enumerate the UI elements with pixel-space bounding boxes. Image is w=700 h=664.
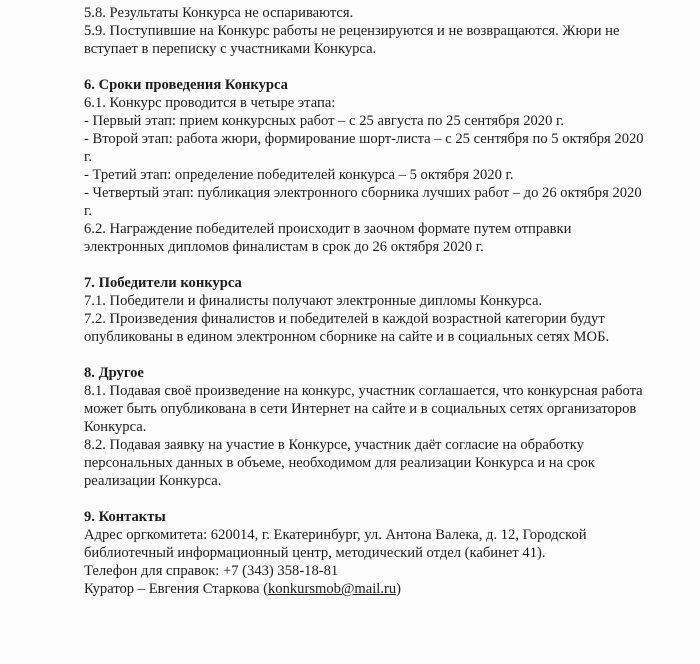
stage-2-item-cont: г. [84,149,92,165]
paragraph-6-2: 6.2. Награждение победителей происходит в заочном формате путем отправки [84,221,572,237]
stage-4-item-cont: г. [84,203,92,219]
stage-1-item: - Первый этап: прием конкурсных работ – с 25 августа по 25 сентября 2020 г. [84,113,565,129]
paragraph-8-2: 8.2. Подавая заявку на участие в Конкурсе, участник даёт согласие на обработку [84,437,584,453]
section-gap [84,346,684,364]
curator-closing-paren: ) [396,581,401,597]
paragraph-5-8: 5.8. Результаты Конкурса не оспариваются. [84,5,354,21]
paragraph-8-1: 8.1. Подавая своё произведение на конкурс, участник соглашается, что конкурсная работа [84,383,643,399]
document-body [84,4,684,598]
paragraph-7-1: 7.1. Победители и финалисты получают электронные дипломы Конкурса. [84,293,543,309]
section-gap [84,256,684,274]
paragraph-7-2-cont: опубликованы в едином электронном сборнике на сайте и в социальных сетях МОБ. [84,329,610,345]
section-7-heading: 7. Победители конкурса [84,275,242,291]
address-line: Адрес оргкомитета: 620014, г. Екатеринбург, ул. Антона Валека, д. 12, Городской [84,527,587,543]
paragraph-5-9: 5.9. Поступившие на Конкурс работы не рецензируются и не возвращаются. Жюри не [84,23,620,39]
section-8-heading: 8. Другое [84,365,144,381]
stage-2-item: - Второй этап: работа жюри, формирование шорт-листа – с 25 сентября по 5 октября 2020 [84,131,644,147]
paragraph-8-1-cont: Конкурса. [84,419,147,435]
address-line-cont: библиотечный информационный центр, методический отдел (кабинет 41). [84,545,546,561]
paragraph-6-1: 6.1. Конкурс проводится в четыре этапа: [84,95,336,111]
section-gap [84,490,684,508]
paragraph-8-1-cont: может быть опубликована в сети Интернет на сайте и в социальных сетях организаторов [84,401,637,417]
stage-4-item: - Четвертый этап: публикация электронного сборника лучших работ – до 26 октября 2020 [84,185,642,201]
section-6-heading: 6. Сроки проведения Конкурса [84,77,288,93]
curator-line [84,580,684,598]
paragraph-8-2-cont: персональных данных в объеме, необходимом для реализации Конкурса и на срок [84,455,595,471]
section-9-heading: 9. Контакты [84,509,166,525]
stage-3-item: - Третий этап: определение победителей конкурса – 5 октября 2020 г. [84,167,514,183]
paragraph-8-2-cont: реализации Конкурса. [84,473,222,489]
curator-label: Куратор – Евгения Старкова ( [84,581,268,597]
curator-email-link[interactable]: konkursmob@mail.ru [267,581,397,597]
paragraph-5-9-cont: вступает в переписку с участниками Конкурса. [84,41,377,57]
section-gap [84,58,684,76]
paragraph-7-2: 7.2. Произведения финалистов и победителей в каждой возрастной категории будут [84,311,605,327]
paragraph-6-2-cont: электронных дипломов финалистам в срок до 26 октября 2020 г. [84,239,484,255]
phone-line: Телефон для справок: +7 (343) 358-18-81 [84,563,339,579]
